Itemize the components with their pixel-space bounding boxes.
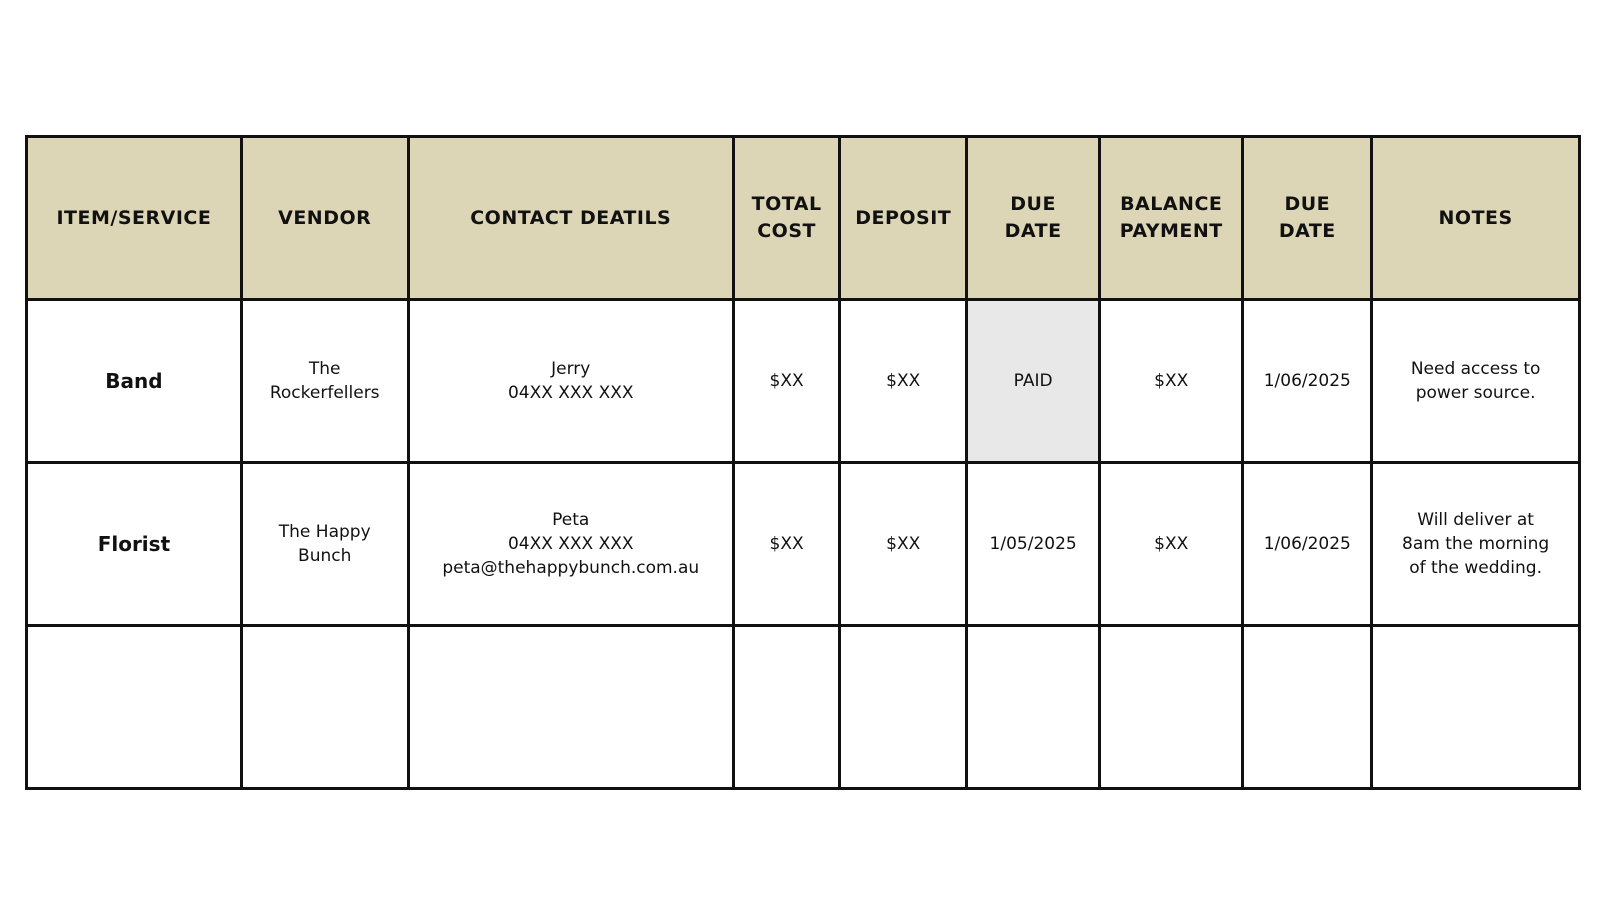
vendor-cell[interactable] — [241, 463, 408, 626]
contact-cell[interactable] — [408, 300, 733, 463]
header-label: DEPOSIT — [855, 206, 952, 229]
notes-cell[interactable] — [1372, 626, 1580, 789]
vendor-payment-table — [25, 135, 1581, 790]
total-cost-cell[interactable] — [733, 300, 839, 463]
contact-cell[interactable] — [408, 626, 733, 789]
header-label: NOTES — [1438, 206, 1513, 229]
table-body — [27, 300, 1580, 789]
header-total-cost — [733, 137, 839, 300]
balance-due-text: 1/06/2025 — [1263, 534, 1351, 554]
contact-line: Jerry — [551, 359, 591, 379]
table-row — [27, 463, 1580, 626]
total-cost-text: $XX — [769, 371, 804, 391]
table-row — [27, 626, 1580, 789]
total-cost-cell[interactable] — [733, 626, 839, 789]
balance-cell[interactable] — [1100, 463, 1243, 626]
header-label: CONTACT DEATILS — [470, 206, 672, 229]
header-row — [27, 137, 1580, 300]
deposit-cell[interactable] — [840, 463, 967, 626]
header-vendor — [241, 137, 408, 300]
notes-cell[interactable] — [1372, 463, 1580, 626]
deposit-due-cell[interactable] — [967, 463, 1100, 626]
header-deposit — [840, 137, 967, 300]
deposit-text: $XX — [886, 534, 921, 554]
header-contact-details — [408, 137, 733, 300]
header-label: PAYMENT — [1119, 220, 1223, 242]
contact-line: peta@thehappybunch.com.au — [442, 558, 700, 578]
notes-text: Will deliver at 8am the morning of the wedding. — [1402, 510, 1550, 578]
vendor-text: The Rockerfellers — [269, 359, 380, 403]
header-label: DUE — [1284, 193, 1331, 215]
item-cell[interactable] — [27, 463, 242, 626]
item-text: Band — [105, 369, 163, 393]
deposit-cell[interactable] — [840, 626, 967, 789]
header-label: COST — [757, 220, 816, 242]
vendor-cell[interactable] — [241, 626, 408, 789]
header-label: DUE — [1010, 193, 1056, 215]
header-label: DATE — [1004, 220, 1062, 242]
balance-text: $XX — [1154, 371, 1189, 391]
balance-cell[interactable] — [1100, 300, 1243, 463]
contact-line: 04XX XXX XXX — [507, 383, 634, 403]
total-cost-cell[interactable] — [733, 463, 839, 626]
header-notes — [1372, 137, 1580, 300]
header-label: VENDOR — [278, 206, 372, 229]
contact-cell[interactable] — [408, 463, 733, 626]
total-cost-text: $XX — [769, 534, 804, 554]
header-balance-payment — [1100, 137, 1243, 300]
item-cell[interactable] — [27, 626, 242, 789]
contact-line: 04XX XXX XXX — [507, 534, 634, 554]
balance-due-cell[interactable] — [1243, 300, 1372, 463]
item-text: Florist — [97, 532, 171, 556]
vendor-text: The Happy Bunch — [278, 522, 371, 566]
balance-due-cell[interactable] — [1243, 463, 1372, 626]
item-cell[interactable] — [27, 300, 242, 463]
notes-text: Need access to power source. — [1410, 359, 1541, 403]
deposit-due-cell[interactable] — [967, 300, 1100, 463]
deposit-due-cell[interactable] — [967, 626, 1100, 789]
header-label: BALANCE — [1120, 193, 1223, 215]
header-label: DATE — [1278, 220, 1336, 242]
balance-cell[interactable] — [1100, 626, 1243, 789]
header-balance-due-date — [1243, 137, 1372, 300]
deposit-due-text: 1/05/2025 — [989, 534, 1077, 554]
vendor-cell[interactable] — [241, 300, 408, 463]
header-item-service — [27, 137, 242, 300]
table-row — [27, 300, 1580, 463]
deposit-text: $XX — [886, 371, 921, 391]
contact-line: Peta — [552, 510, 590, 530]
notes-cell[interactable] — [1372, 300, 1580, 463]
balance-due-text: 1/06/2025 — [1263, 371, 1351, 391]
deposit-due-text: PAID — [1013, 371, 1053, 391]
deposit-cell[interactable] — [840, 300, 967, 463]
header-label: ITEM/SERVICE — [56, 206, 212, 229]
balance-text: $XX — [1154, 534, 1189, 554]
header-label: TOTAL — [751, 193, 822, 215]
balance-due-cell[interactable] — [1243, 626, 1372, 789]
header-deposit-due-date — [967, 137, 1100, 300]
